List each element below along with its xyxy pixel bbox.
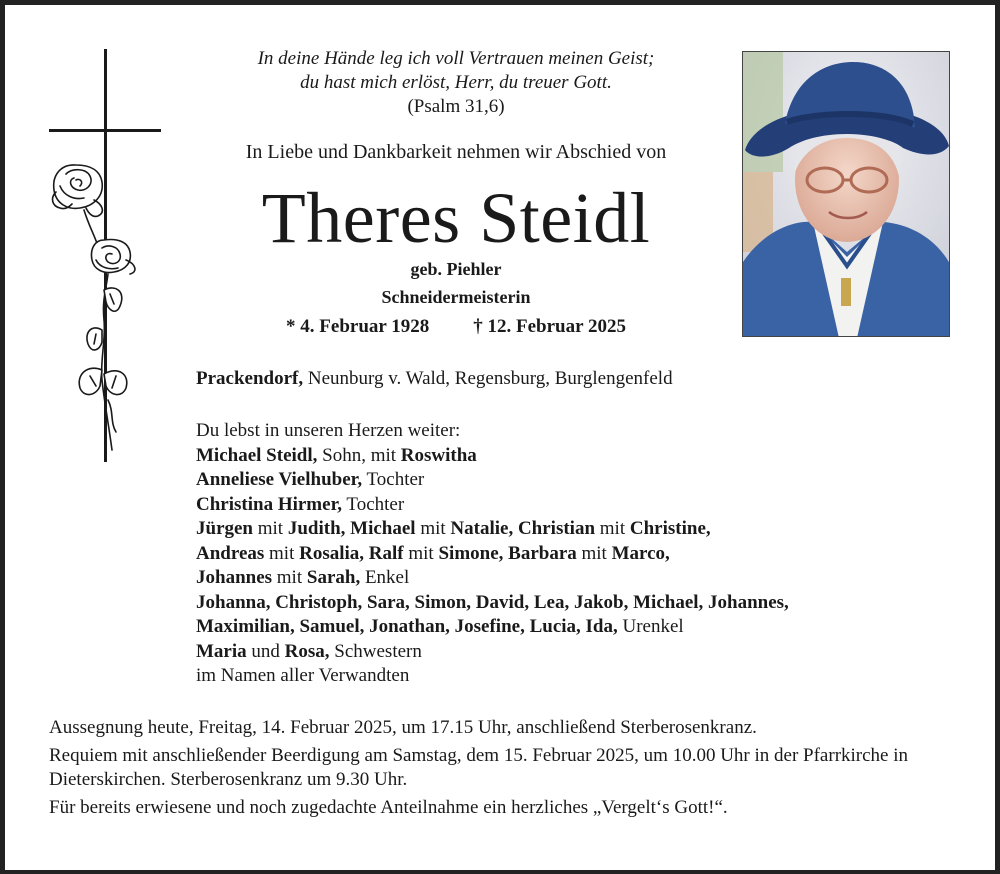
notice-paragraph: Aussegnung heute, Freitag, 14. Februar 2025, um 17.15 Uhr, anschließend Sterberosenkranz. [49, 717, 757, 738]
cross-icon-beam [49, 129, 161, 132]
home-place: Prackendorf, [196, 368, 304, 389]
deceased-name: Theres Steidl [261, 178, 651, 258]
verse-line: In deine Hände leg ich voll Vertrauen meinen Geist; [257, 48, 655, 69]
mourners-list [196, 419, 789, 689]
list-item: Anneliese Vielhuber, Tochter [196, 469, 425, 490]
intro-text: In Liebe und Dankbarkeit nehmen wir Abschied von [245, 141, 667, 163]
list-item: Johannes mit Sarah, Enkel [196, 567, 410, 588]
list-item: Maximilian, Samuel, Jonathan, Josefine, Lucia, Ida, Urenkel [196, 616, 684, 637]
rose-icon [46, 160, 156, 460]
list-item: Andreas mit Rosalia, Ralf mit Simone, Barbara mit Marco, [196, 542, 670, 564]
list-item: Christina Hirmer, Tochter [196, 493, 405, 515]
notice-paragraph: Für bereits erwiesene und noch zugedachte Anteilnahme ein herzliches „Vergelt‘s Gott!“. [49, 796, 728, 818]
verse [200, 47, 712, 119]
other-places: Neunburg v. Wald, Regensburg, Burglengenfeld [303, 368, 673, 389]
notice-paragraph: Requiem mit anschließender Beerdigung am Samstag, dem 15. Februar 2025, um 10.00 Uhr in der Pfarrkirche in Dieterskirchen. Sterberosenkranz um 9.30 Uhr. [49, 744, 909, 790]
verse-reference: (Psalm 31,6) [407, 96, 505, 117]
verse-line: du hast mich erlöst, Herr, du treuer Gott. [300, 72, 612, 93]
mourners-lead: Du lebst in unseren Herzen weiter: [196, 420, 461, 441]
list-item: Johanna, Christoph, Sara, Simon, David, Lea, Jakob, Michael, Johannes, [196, 591, 789, 613]
death-date: † 12. Februar 2025 [473, 316, 626, 337]
life-dates [200, 316, 712, 338]
places [196, 368, 673, 390]
list-item: Maria und Rosa, Schwestern [196, 640, 422, 662]
birth-name: geb. Piehler [410, 259, 502, 279]
list-item: Michael Steidl, Sohn, mit Roswitha [196, 444, 477, 466]
list-item: im Namen aller Verwandten [196, 665, 410, 686]
portrait-photo [742, 51, 950, 337]
profession: Schneidermeisterin [381, 287, 531, 307]
service-notice [49, 716, 949, 823]
birth-date: * 4. Februar 1928 [286, 316, 430, 337]
list-item: Jürgen mit Judith, Michael mit Natalie, Christian mit Christine, [196, 518, 711, 539]
